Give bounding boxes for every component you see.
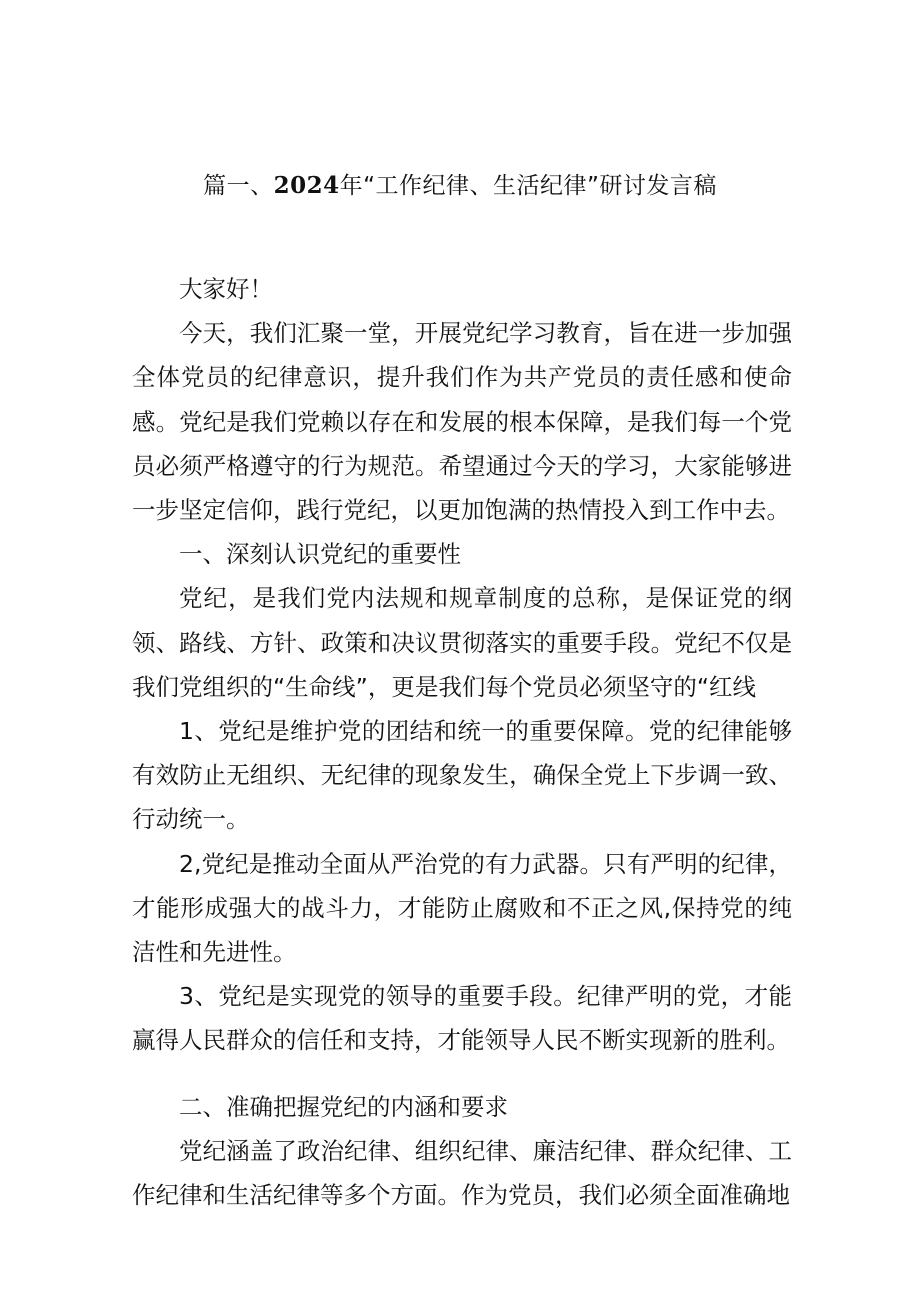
list-item-2: 2,党纪是推动全面从严治党的有力武器。只有严明的纪律，才能形成强大的战斗力，才能防止腐败和不正之风,保持党的纯洁性和先进性。: [132, 849, 792, 967]
paragraph-section-2: 党纪涵盖了政治纪律、组织纪律、廉洁纪律、群众纪律、工作纪律和生活纪律等多个方面。作为党员，我们必须全面准确地: [132, 1136, 792, 1210]
paragraph-intro: 今天，我们汇聚一堂，开展党纪学习教育，旨在进一步加强全体党员的纪律意识，提升我们作为共产党员的责任感和使命感。党纪是我们党赖以存在和发展的根本保障，是我们每一个党员必须严格遵守的行为规范。希望通过今天的学习，大家能够进一步坚定信仰，践行党纪，以更加饱满的热情投入到工作中去。: [132, 319, 792, 525]
section-heading-2: 二、准确把握党纪的内涵和要求: [179, 1092, 508, 1121]
list-item-1: 1、党纪是维护党的团结和统一的重要保障。党的纪律能够有效防止无组织、无纪律的现象发生，确保全党上下步调一致、行动统一。: [132, 717, 792, 834]
section-heading-1: 一、深刻认识党纪的重要性: [179, 540, 461, 569]
title-prefix: 篇一、: [203, 173, 274, 199]
document-body: [132, 267, 792, 1217]
title-suffix: 年“工作纪律、生活纪律”研讨发言稿: [339, 173, 717, 199]
greeting: 大家好！: [179, 275, 273, 303]
title-year: 2024: [273, 172, 340, 199]
document-title: [0, 166, 920, 206]
paragraph-section-1: 党纪，是我们党内法规和规章制度的总称，是保证党的纲领、路线、方针、政策和决议贯彻落实的重要手段。党纪不仅是我们党组织的“生命线”，更是我们每个党员必须坚守的“红线: [132, 584, 792, 701]
list-item-3: 3、党纪是实现党的领导的重要手段。纪律严明的党，才能赢得人民群众的信任和支持，才能领导人民不断实现新的胜利。: [132, 982, 792, 1055]
